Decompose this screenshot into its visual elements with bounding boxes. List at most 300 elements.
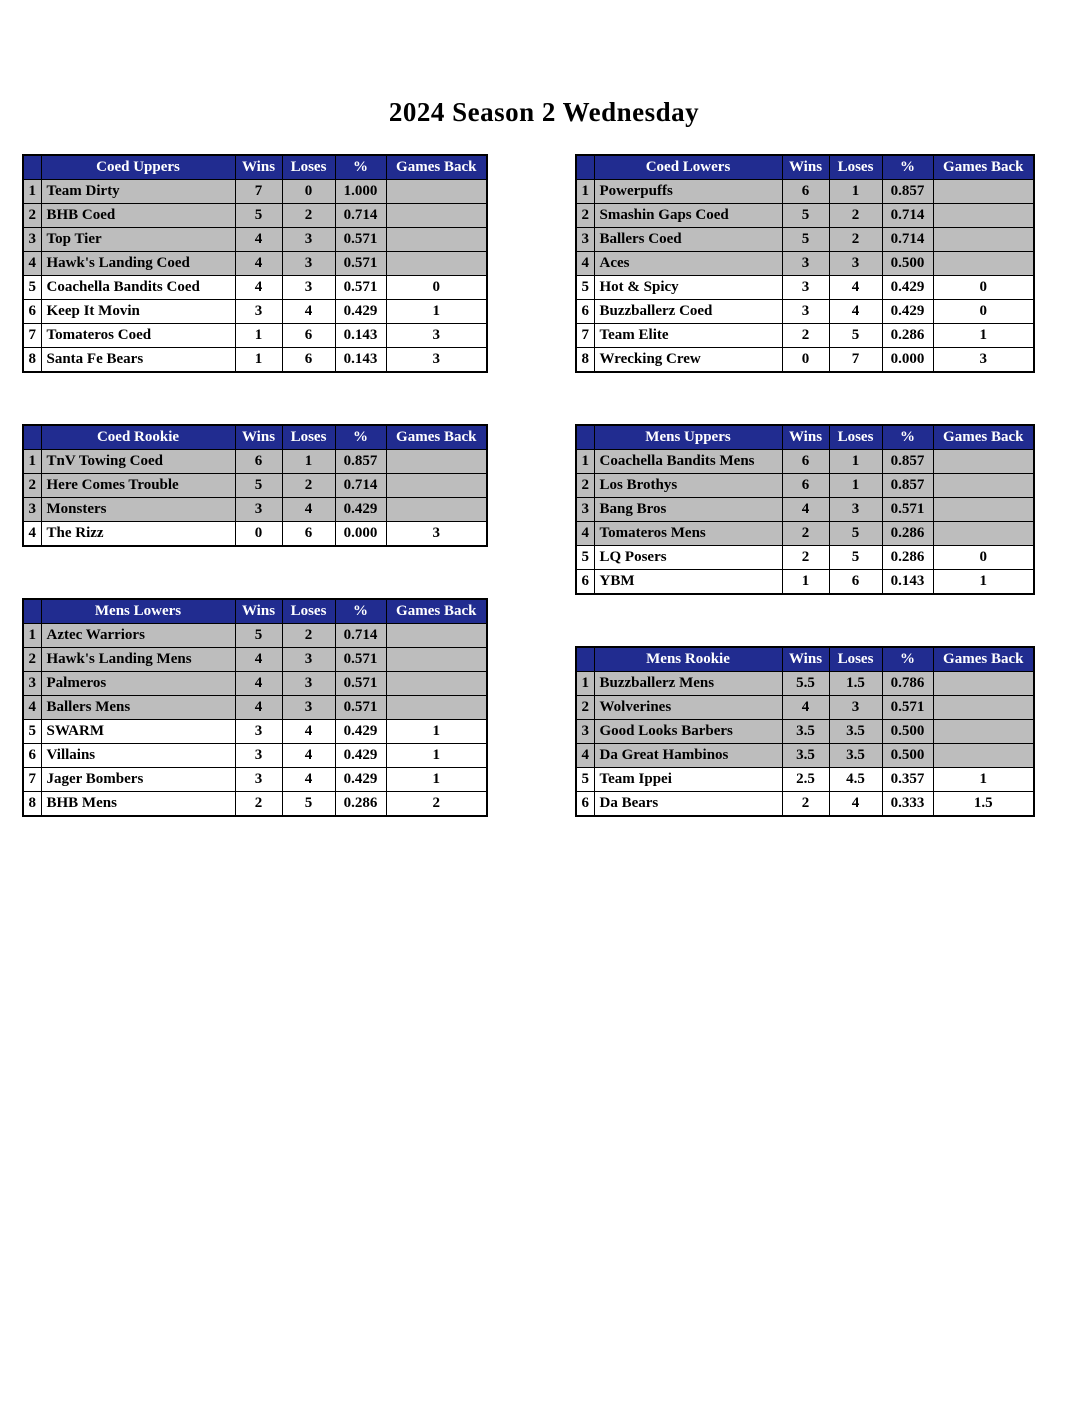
- team-cell: Buzzballerz Coed: [594, 300, 782, 324]
- header-row: [23, 155, 487, 180]
- team-cell: LQ Posers: [594, 546, 782, 570]
- games-back-cell: 0: [933, 276, 1034, 300]
- games-back-cell: 1: [933, 324, 1034, 348]
- games-back-cell: 3: [386, 522, 487, 547]
- team-cell: Los Brothys: [594, 474, 782, 498]
- loses-cell: 1: [829, 180, 882, 204]
- table-row: [576, 546, 1034, 570]
- games-back-cell: [933, 672, 1034, 696]
- pct-cell: 0.429: [335, 768, 386, 792]
- pct-cell: 0.143: [882, 570, 933, 595]
- table-row: [23, 522, 487, 547]
- loses-cell: 3: [829, 252, 882, 276]
- wins-cell: 4: [235, 672, 282, 696]
- games-back-cell: [386, 450, 487, 474]
- games-back-cell: [933, 450, 1034, 474]
- table-title: Mens Rookie: [594, 647, 782, 672]
- team-cell: Coachella Bandits Mens: [594, 450, 782, 474]
- standings-table-coed-rookie: [22, 424, 488, 547]
- loses-cell: 1: [282, 450, 335, 474]
- pct-header: %: [882, 647, 933, 672]
- games-back-cell: [386, 696, 487, 720]
- header-row: [576, 155, 1034, 180]
- rank-cell: 2: [576, 204, 594, 228]
- games-back-cell: [933, 522, 1034, 546]
- loses-cell: 4: [829, 792, 882, 817]
- rank-cell: 5: [576, 276, 594, 300]
- wins-cell: 4: [782, 696, 829, 720]
- team-cell: Villains: [41, 744, 235, 768]
- table-row: [576, 204, 1034, 228]
- rank-cell: 6: [576, 300, 594, 324]
- loses-cell: 2: [282, 204, 335, 228]
- rank-header: [576, 155, 594, 180]
- wins-cell: 2: [782, 792, 829, 817]
- team-cell: Aztec Warriors: [41, 624, 235, 648]
- games-back-cell: [386, 498, 487, 522]
- table-row: [23, 276, 487, 300]
- pct-cell: 0.857: [882, 180, 933, 204]
- team-cell: Ballers Coed: [594, 228, 782, 252]
- loses-cell: 4: [829, 276, 882, 300]
- loses-cell: 4: [282, 768, 335, 792]
- loses-cell: 3.5: [829, 744, 882, 768]
- pct-cell: 0.000: [882, 348, 933, 373]
- games-back-cell: [386, 648, 487, 672]
- table-row: [23, 252, 487, 276]
- loses-cell: 3: [282, 276, 335, 300]
- table-row: [23, 744, 487, 768]
- rank-cell: 8: [23, 792, 41, 817]
- wins-cell: 0: [235, 522, 282, 547]
- wins-header: Wins: [782, 425, 829, 450]
- team-cell: Top Tier: [41, 228, 235, 252]
- games-back-cell: [933, 252, 1034, 276]
- loses-cell: 1: [829, 450, 882, 474]
- rank-cell: 5: [576, 546, 594, 570]
- pct-cell: 0.714: [882, 228, 933, 252]
- loses-cell: 5: [829, 522, 882, 546]
- table-row: [576, 720, 1034, 744]
- pct-cell: 0.286: [882, 546, 933, 570]
- rank-cell: 3: [23, 498, 41, 522]
- loses-cell: 2: [829, 204, 882, 228]
- games-back-cell: 2: [386, 792, 487, 817]
- team-cell: Monsters: [41, 498, 235, 522]
- table-row: [576, 696, 1034, 720]
- pct-cell: 0.857: [335, 450, 386, 474]
- team-cell: Hawk's Landing Coed: [41, 252, 235, 276]
- loses-cell: 4: [282, 744, 335, 768]
- wins-cell: 3: [782, 276, 829, 300]
- loses-cell: 3: [829, 498, 882, 522]
- pct-cell: 0.357: [882, 768, 933, 792]
- games-back-cell: 0: [933, 300, 1034, 324]
- team-cell: SWARM: [41, 720, 235, 744]
- team-cell: YBM: [594, 570, 782, 595]
- table-row: [23, 624, 487, 648]
- pct-cell: 0.714: [335, 204, 386, 228]
- rank-cell: 4: [576, 744, 594, 768]
- games-back-cell: 3: [386, 324, 487, 348]
- rank-cell: 5: [23, 720, 41, 744]
- pct-cell: 0.500: [882, 252, 933, 276]
- games-back-cell: 1.5: [933, 792, 1034, 817]
- pct-cell: 0.500: [882, 744, 933, 768]
- loses-cell: 2: [829, 228, 882, 252]
- team-cell: Keep It Movin: [41, 300, 235, 324]
- standings-table-mens-lowers: [22, 598, 488, 817]
- rank-cell: 8: [576, 348, 594, 373]
- games-back-header: Games Back: [386, 599, 487, 624]
- team-cell: BHB Coed: [41, 204, 235, 228]
- games-back-cell: [933, 498, 1034, 522]
- pct-cell: 0.714: [335, 474, 386, 498]
- header-row: [576, 647, 1034, 672]
- games-back-cell: 1: [386, 744, 487, 768]
- games-back-cell: 1: [933, 768, 1034, 792]
- table-row: [23, 768, 487, 792]
- rank-cell: 4: [23, 252, 41, 276]
- loses-cell: 3: [282, 252, 335, 276]
- loses-cell: 3: [282, 672, 335, 696]
- team-cell: Wrecking Crew: [594, 348, 782, 373]
- table-title: Mens Lowers: [41, 599, 235, 624]
- rank-cell: 2: [23, 474, 41, 498]
- loses-cell: 3.5: [829, 720, 882, 744]
- table-row: [23, 498, 487, 522]
- wins-cell: 5.5: [782, 672, 829, 696]
- team-cell: Da Great Hambinos: [594, 744, 782, 768]
- team-cell: Bang Bros: [594, 498, 782, 522]
- rank-cell: 2: [576, 696, 594, 720]
- wins-cell: 2: [782, 522, 829, 546]
- wins-cell: 3: [235, 498, 282, 522]
- team-cell: Aces: [594, 252, 782, 276]
- team-cell: Hawk's Landing Mens: [41, 648, 235, 672]
- games-back-cell: [386, 672, 487, 696]
- loses-header: Loses: [829, 155, 882, 180]
- wins-cell: 3: [782, 300, 829, 324]
- wins-cell: 1: [782, 570, 829, 595]
- team-cell: Tomateros Coed: [41, 324, 235, 348]
- pct-cell: 0.429: [882, 300, 933, 324]
- rank-header: [576, 425, 594, 450]
- wins-cell: 6: [782, 180, 829, 204]
- games-back-cell: 0: [386, 276, 487, 300]
- team-cell: Here Comes Trouble: [41, 474, 235, 498]
- wins-cell: 5: [782, 204, 829, 228]
- loses-cell: 6: [282, 348, 335, 373]
- rank-header: [23, 155, 41, 180]
- rank-cell: 1: [576, 672, 594, 696]
- wins-cell: 0: [782, 348, 829, 373]
- rank-header: [576, 647, 594, 672]
- rank-cell: 1: [23, 624, 41, 648]
- pct-cell: 0.571: [335, 648, 386, 672]
- pct-cell: 0.714: [335, 624, 386, 648]
- rank-cell: 1: [23, 450, 41, 474]
- games-back-cell: [386, 204, 487, 228]
- pct-cell: 0.571: [882, 696, 933, 720]
- rank-cell: 3: [576, 720, 594, 744]
- table-row: [576, 522, 1034, 546]
- table-row: [23, 792, 487, 817]
- games-back-cell: [386, 624, 487, 648]
- rank-cell: 1: [23, 180, 41, 204]
- wins-cell: 3: [235, 744, 282, 768]
- wins-cell: 4: [235, 696, 282, 720]
- games-back-header: Games Back: [933, 155, 1034, 180]
- table-row: [23, 204, 487, 228]
- games-back-cell: [386, 252, 487, 276]
- table-row: [576, 672, 1034, 696]
- table-row: [576, 276, 1034, 300]
- left-column: [22, 154, 488, 817]
- table-row: [576, 744, 1034, 768]
- pct-cell: 0.571: [335, 252, 386, 276]
- loses-header: Loses: [282, 599, 335, 624]
- standings-table-mens-uppers: [575, 424, 1035, 595]
- loses-cell: 1.5: [829, 672, 882, 696]
- rank-cell: 1: [576, 180, 594, 204]
- games-back-cell: [933, 696, 1034, 720]
- rank-cell: 7: [23, 324, 41, 348]
- team-cell: Hot & Spicy: [594, 276, 782, 300]
- team-cell: Jager Bombers: [41, 768, 235, 792]
- rank-cell: 3: [23, 672, 41, 696]
- wins-cell: 4: [235, 252, 282, 276]
- table-row: [23, 474, 487, 498]
- team-cell: Smashin Gaps Coed: [594, 204, 782, 228]
- rank-cell: 1: [576, 450, 594, 474]
- table-row: [576, 228, 1034, 252]
- loses-header: Loses: [829, 425, 882, 450]
- loses-cell: 3: [282, 228, 335, 252]
- pct-header: %: [882, 425, 933, 450]
- rank-cell: 4: [23, 522, 41, 547]
- team-cell: Palmeros: [41, 672, 235, 696]
- table-row: [576, 180, 1034, 204]
- table-row: [23, 348, 487, 373]
- wins-cell: 4: [235, 648, 282, 672]
- rank-cell: 3: [23, 228, 41, 252]
- table-row: [576, 498, 1034, 522]
- table-row: [23, 228, 487, 252]
- table-row: [23, 648, 487, 672]
- wins-cell: 6: [782, 450, 829, 474]
- header-row: [23, 425, 487, 450]
- pct-header: %: [335, 425, 386, 450]
- table-row: [23, 450, 487, 474]
- games-back-cell: 3: [933, 348, 1034, 373]
- pct-header: %: [335, 155, 386, 180]
- wins-cell: 4: [782, 498, 829, 522]
- pct-cell: 0.786: [882, 672, 933, 696]
- rank-cell: 4: [576, 252, 594, 276]
- loses-cell: 1: [829, 474, 882, 498]
- table-row: [576, 570, 1034, 595]
- pct-cell: 0.429: [335, 720, 386, 744]
- games-back-cell: [933, 744, 1034, 768]
- pct-cell: 0.857: [882, 450, 933, 474]
- loses-cell: 7: [829, 348, 882, 373]
- pct-cell: 0.571: [335, 696, 386, 720]
- pct-header: %: [882, 155, 933, 180]
- games-back-cell: [933, 180, 1034, 204]
- pct-cell: 0.000: [335, 522, 386, 547]
- team-cell: BHB Mens: [41, 792, 235, 817]
- rank-cell: 3: [576, 228, 594, 252]
- wins-cell: 3.5: [782, 744, 829, 768]
- games-back-cell: 0: [933, 546, 1034, 570]
- games-back-cell: 3: [386, 348, 487, 373]
- wins-header: Wins: [235, 599, 282, 624]
- loses-cell: 4: [282, 300, 335, 324]
- loses-cell: 3: [829, 696, 882, 720]
- rank-cell: 6: [23, 744, 41, 768]
- loses-cell: 4: [282, 498, 335, 522]
- wins-cell: 4: [235, 228, 282, 252]
- rank-cell: 6: [576, 792, 594, 817]
- table-title: Mens Uppers: [594, 425, 782, 450]
- loses-cell: 4.5: [829, 768, 882, 792]
- pct-cell: 0.429: [882, 276, 933, 300]
- wins-cell: 6: [235, 450, 282, 474]
- pct-cell: 0.286: [335, 792, 386, 817]
- wins-cell: 2: [782, 546, 829, 570]
- games-back-cell: 1: [933, 570, 1034, 595]
- team-cell: Team Ippei: [594, 768, 782, 792]
- loses-cell: 3: [282, 648, 335, 672]
- standings-table-coed-uppers: [22, 154, 488, 373]
- wins-cell: 3: [782, 252, 829, 276]
- loses-header: Loses: [829, 647, 882, 672]
- games-back-cell: [933, 720, 1034, 744]
- team-cell: Good Looks Barbers: [594, 720, 782, 744]
- table-row: [23, 180, 487, 204]
- team-cell: Powerpuffs: [594, 180, 782, 204]
- team-cell: Da Bears: [594, 792, 782, 817]
- table-row: [23, 300, 487, 324]
- table-row: [576, 324, 1034, 348]
- team-cell: The Rizz: [41, 522, 235, 547]
- table-row: [576, 474, 1034, 498]
- pct-cell: 0.714: [882, 204, 933, 228]
- rank-cell: 8: [23, 348, 41, 373]
- pct-cell: 0.429: [335, 300, 386, 324]
- games-back-header: Games Back: [386, 425, 487, 450]
- loses-cell: 4: [282, 720, 335, 744]
- loses-cell: 5: [829, 324, 882, 348]
- rank-cell: 7: [576, 324, 594, 348]
- pct-cell: 0.857: [882, 474, 933, 498]
- wins-header: Wins: [782, 155, 829, 180]
- wins-cell: 5: [782, 228, 829, 252]
- table-row: [23, 696, 487, 720]
- team-cell: Ballers Mens: [41, 696, 235, 720]
- table-title: Coed Lowers: [594, 155, 782, 180]
- wins-cell: 3: [235, 300, 282, 324]
- table-row: [576, 252, 1034, 276]
- wins-header: Wins: [235, 155, 282, 180]
- games-back-cell: [386, 180, 487, 204]
- header-row: [576, 425, 1034, 450]
- loses-cell: 6: [282, 522, 335, 547]
- games-back-header: Games Back: [933, 425, 1034, 450]
- pct-cell: 0.500: [882, 720, 933, 744]
- rank-cell: 3: [576, 498, 594, 522]
- games-back-cell: [933, 474, 1034, 498]
- wins-cell: 2: [235, 792, 282, 817]
- loses-cell: 5: [829, 546, 882, 570]
- pct-cell: 0.286: [882, 522, 933, 546]
- pct-cell: 0.429: [335, 498, 386, 522]
- team-cell: Buzzballerz Mens: [594, 672, 782, 696]
- loses-header: Loses: [282, 155, 335, 180]
- table-row: [576, 792, 1034, 817]
- games-back-cell: [933, 204, 1034, 228]
- pct-cell: 1.000: [335, 180, 386, 204]
- pct-cell: 0.571: [882, 498, 933, 522]
- wins-cell: 4: [235, 276, 282, 300]
- wins-cell: 6: [782, 474, 829, 498]
- loses-cell: 0: [282, 180, 335, 204]
- wins-cell: 3: [235, 768, 282, 792]
- tables-grid: [22, 154, 1088, 817]
- team-cell: TnV Towing Coed: [41, 450, 235, 474]
- wins-cell: 3: [235, 720, 282, 744]
- rank-header: [23, 425, 41, 450]
- team-cell: Wolverines: [594, 696, 782, 720]
- rank-cell: 5: [23, 276, 41, 300]
- wins-header: Wins: [782, 647, 829, 672]
- rank-cell: 4: [576, 522, 594, 546]
- games-back-cell: 1: [386, 768, 487, 792]
- team-cell: Santa Fe Bears: [41, 348, 235, 373]
- team-cell: Team Elite: [594, 324, 782, 348]
- wins-cell: 2.5: [782, 768, 829, 792]
- standings-table-coed-lowers: [575, 154, 1035, 373]
- team-cell: Tomateros Mens: [594, 522, 782, 546]
- table-row: [576, 450, 1034, 474]
- wins-cell: 3.5: [782, 720, 829, 744]
- team-cell: Team Dirty: [41, 180, 235, 204]
- table-title: Coed Rookie: [41, 425, 235, 450]
- table-row: [576, 768, 1034, 792]
- games-back-cell: [933, 228, 1034, 252]
- loses-header: Loses: [282, 425, 335, 450]
- rank-cell: 2: [23, 204, 41, 228]
- games-back-cell: [386, 474, 487, 498]
- loses-cell: 5: [282, 792, 335, 817]
- loses-cell: 2: [282, 474, 335, 498]
- pct-cell: 0.143: [335, 324, 386, 348]
- pct-cell: 0.429: [335, 744, 386, 768]
- pct-cell: 0.571: [335, 672, 386, 696]
- table-title: Coed Uppers: [41, 155, 235, 180]
- table-row: [23, 720, 487, 744]
- pct-header: %: [335, 599, 386, 624]
- rank-cell: 4: [23, 696, 41, 720]
- games-back-header: Games Back: [933, 647, 1034, 672]
- rank-cell: 6: [576, 570, 594, 595]
- rank-cell: 2: [576, 474, 594, 498]
- header-row: [23, 599, 487, 624]
- games-back-cell: 1: [386, 720, 487, 744]
- team-cell: Coachella Bandits Coed: [41, 276, 235, 300]
- pct-cell: 0.571: [335, 228, 386, 252]
